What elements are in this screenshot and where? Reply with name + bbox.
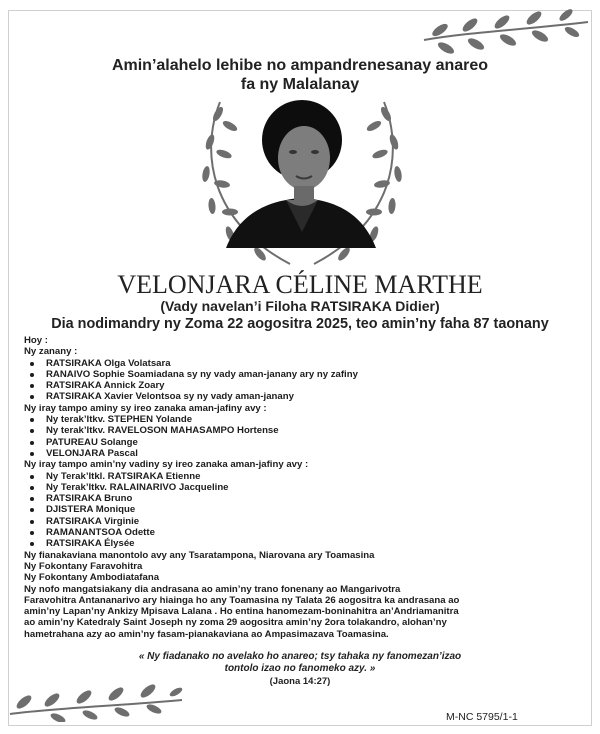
- header-line-1: Amin’alahelo lehibe no ampandrenesanay anareo: [111, 57, 489, 74]
- list-item: VELONJARA Pascal: [24, 448, 584, 459]
- header-line-2: fa ny Malalanay: [240, 76, 360, 93]
- notice-line: Faravohitra Antananarivo ary hiainga ho any Toamasina ny Talata 26 aogositra ka andrasana ao: [24, 594, 460, 606]
- list-item: RATSIRAKA Xavier Velontsoa sy ny vady aman-janany: [24, 391, 584, 402]
- fokontany-line-1: Ny Fokontany Faravohitra: [24, 560, 143, 572]
- inlaws-label: Ny iray tampo amin’ny vadiny sy ireo zanaka aman-jafiny avy :: [24, 459, 309, 471]
- hoy-label: Hoy :: [24, 335, 48, 346]
- notice-line: Ny nofo mangatsiakany dia andrasana ao amin’ny trano fonenany ao Mangarivotra: [24, 583, 401, 595]
- list-item: Ny terak’Itkv. RAVELOSON MAHASAMPO Hortense: [24, 425, 584, 436]
- list-item: RATSIRAKA Élysée: [24, 538, 584, 549]
- list-item: RANAIVO Sophie Soamiadana sy ny vady aman-janany ary ny zafiny: [24, 369, 584, 380]
- announcement-body: [24, 335, 584, 640]
- bible-quote: [80, 651, 520, 675]
- reference-code: M-NC 5795/1-1: [446, 711, 518, 723]
- fokontany-line-2: Ny Fokontany Ambodiatafana: [24, 572, 160, 584]
- list-item: RATSIRAKA Annick Zoary: [24, 380, 584, 391]
- siblings-label: Ny iray tampo aminy sy ireo zanaka aman-jafiny avy :: [24, 402, 267, 414]
- notice-line: hametrahana azy ao amin’ny fasam-pianakaviana ao Ampasimazava Toamasina.: [24, 628, 389, 640]
- list-item: Ny terak’Itkv. STEPHEN Yolande: [24, 414, 584, 425]
- portrait: [190, 92, 414, 272]
- list-item: RATSIRAKA Virginie: [24, 516, 584, 527]
- portrait-photo: [226, 100, 376, 248]
- quote-line-1: « Ny fiadanako no avelako ho anareo; tsy tahaka ny fanomezan’izao: [138, 651, 462, 662]
- notice-line: amin’ny Lapan’ny Ankizy Mpisava Lalana . Ho entina hanomezam-boninahitra an’Andriamanitra: [24, 606, 459, 618]
- list-item: RATSIRAKA Bruno: [24, 493, 584, 504]
- quote-line-2: tontolo izao no fanomeko azy. »: [224, 663, 376, 674]
- list-item: RATSIRAKA Olga Volatsara: [24, 358, 584, 369]
- list-item: RAMANANTSOA Odette: [24, 527, 584, 538]
- family-line: Ny fianakaviana manontolo avy any Tsaratampona, Niarovana ary Toamasina: [24, 549, 375, 561]
- notice-line: ao amin’ny Katedraly Saint Joseph ny zoma 29 aogositra amin’ny 2ora tolakandro, alohan’ny: [24, 617, 447, 629]
- deceased-name: VELONJARA CÉLINE MARTHE: [117, 270, 483, 299]
- list-item: PATUREAU Solange: [24, 437, 584, 448]
- spouse-line: (Vady navelan’i Filoha RATSIRAKA Didier): [160, 298, 440, 314]
- list-item: Ny Terak’Itkl. RATSIRAKA Etienne: [24, 471, 584, 482]
- leaf-branch-icon-top-right: [420, 8, 592, 56]
- quote-reference: (Jaona 14:27): [269, 676, 331, 687]
- children-label: Ny zanany :: [24, 346, 78, 358]
- death-date-line: Dia nodimandry ny Zoma 22 aogositra 2025, teo amin’ny faha 87 taonany: [51, 316, 549, 332]
- list-item: DJISTERA Monique: [24, 504, 584, 515]
- list-item: Ny Terak’Itkv. RALAINARIVO Jacqueline: [24, 482, 584, 493]
